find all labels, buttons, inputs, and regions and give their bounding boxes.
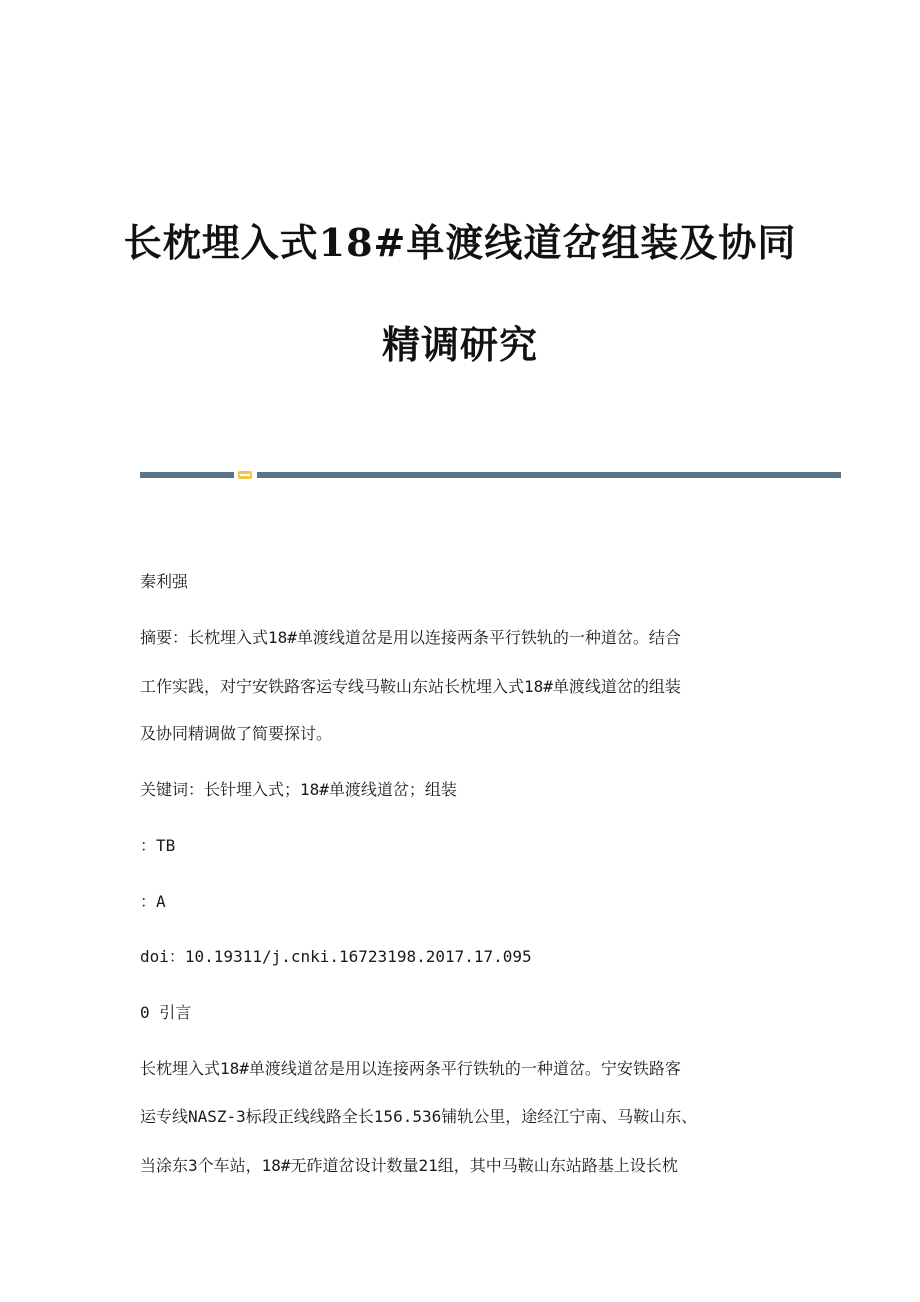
title-divider bbox=[140, 471, 841, 479]
divider-ornament-icon bbox=[238, 471, 252, 479]
author-name: 秦利强 bbox=[140, 572, 189, 591]
abstract-line-1: 摘要：长枕埋入式18#单渡线道岔是用以连接两条平行铁轨的一种道岔。结合 bbox=[140, 628, 681, 647]
body-line-3: 当涂东3个车站，18#无砟道岔设计数量21组，其中马鞍山东站路基上设长枕 bbox=[140, 1156, 678, 1175]
document-title-line-2: 精调研究 bbox=[381, 322, 538, 367]
doi: doi：10.19311/j.cnki.16723198.2017.17.095 bbox=[140, 947, 532, 966]
classification-number: ：TB bbox=[140, 836, 176, 855]
abstract-line-2: 工作实践，对宁安铁路客运专线马鞍山东站长枕埋入式18#单渡线道岔的组装 bbox=[140, 677, 681, 696]
divider-right-segment bbox=[257, 472, 841, 478]
document-code: ：A bbox=[140, 892, 166, 911]
document-title-line-1: 长枕埋入式18#单渡线道岔组装及协同 bbox=[123, 220, 797, 265]
body-line-2: 运专线NASZ-3标段正线线路全长156.536铺轨公里，途经江宁南、马鞍山东、 bbox=[140, 1107, 698, 1126]
section-heading: 0 引言 bbox=[140, 1003, 192, 1022]
abstract-line-3: 及协同精调做了简要探讨。 bbox=[140, 724, 333, 743]
keywords: 关键词：长针埋入式；18#单渡线道岔；组装 bbox=[140, 780, 457, 799]
body-line-1: 长枕埋入式18#单渡线道岔是用以连接两条平行铁轨的一种道岔。宁安铁路客 bbox=[140, 1059, 681, 1078]
divider-left-segment bbox=[140, 472, 234, 478]
